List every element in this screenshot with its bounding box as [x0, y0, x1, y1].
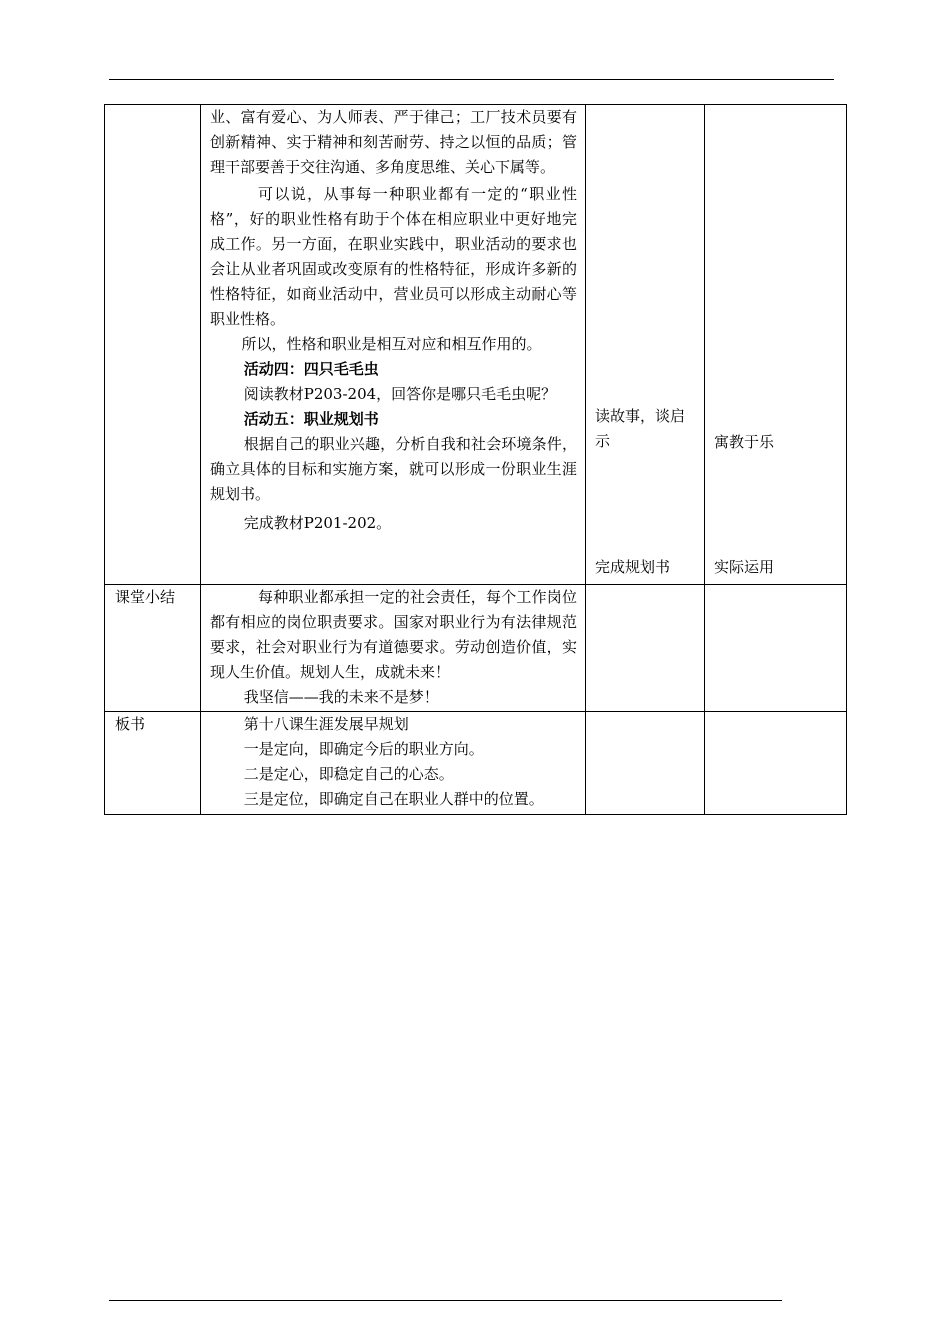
design-intent: 寓教于乐	[714, 433, 775, 451]
row-label: 板书	[115, 715, 146, 733]
lesson-plan-table	[104, 104, 847, 815]
row-label-cell	[105, 105, 201, 585]
activity-text: 根据自己的职业兴趣，分析自我和社会环境条件，确立具体的目标和实施方案，就可以形成一份职业生涯规划书。	[210, 435, 577, 503]
activity-title: 活动四：四只毛毛虫	[243, 360, 379, 378]
activity-title: 活动五：职业规划书	[243, 410, 379, 428]
content-cell	[201, 105, 586, 585]
row-label-cell	[105, 585, 201, 712]
row-label-cell	[105, 712, 201, 815]
design-intent-cell	[705, 105, 847, 585]
content-cell	[201, 585, 586, 712]
board-line: 二是定心，即稳定自己的心态。	[243, 765, 454, 783]
design-intent: 实际运用	[714, 558, 775, 576]
content-paragraph: 业、富有爱心、为人师表、严于律己；工厂技术员要有创新精神、实于精神和刻苦耐劳、持之以恒的品质；管理干部要善于交往沟通、多角度思维、关心下属等。	[210, 108, 577, 176]
board-title: 第十八课生涯发展早规划	[243, 715, 409, 733]
empty-cell	[586, 712, 705, 815]
activity-task: 完成教材P201-202。	[243, 514, 392, 532]
footer-rule	[109, 1300, 782, 1301]
activity-text: 阅读教材P203-204，回答你是哪只毛毛虫呢？	[243, 385, 557, 403]
student-activity: 完成规划书	[595, 558, 671, 576]
summary-paragraph: 每种职业都承担一定的社会责任，每个工作岗位都有相应的岗位职责要求。国家对职业行为有法律规范要求，社会对职业行为有道德要求。劳动创造价值，实现人生价值。规划人生，成就未来！	[210, 588, 577, 681]
content-cell	[201, 712, 586, 815]
content-paragraph: 可以说，从事每一种职业都有一定的“职业性格”，好的职业性格有助于个体在相应职业中更好地完成工作。另一方面，在职业实践中，职业活动的要求也会让从业者巩固或改变原有的性格特征，形成许多新的性格特征，如商业活动中，营业员可以形成主动耐心等职业性格。	[210, 185, 577, 328]
summary-paragraph: 我坚信——我的未来不是梦！	[243, 688, 439, 706]
student-activity-cell	[586, 105, 705, 585]
empty-cell	[586, 585, 705, 712]
table-row	[105, 712, 847, 815]
row-label: 课堂小结	[115, 588, 176, 606]
student-activity: 读故事，谈启示	[595, 407, 686, 450]
board-line: 一是定向，即确定今后的职业方向。	[243, 740, 484, 758]
table-row	[105, 585, 847, 712]
content-paragraph: 所以，性格和职业是相互对应和相互作用的。	[241, 335, 542, 353]
empty-cell	[705, 585, 847, 712]
header-rule	[109, 79, 834, 80]
empty-cell	[705, 712, 847, 815]
board-line: 三是定位，即确定自己在职业人群中的位置。	[243, 790, 544, 808]
table-row	[105, 105, 847, 585]
